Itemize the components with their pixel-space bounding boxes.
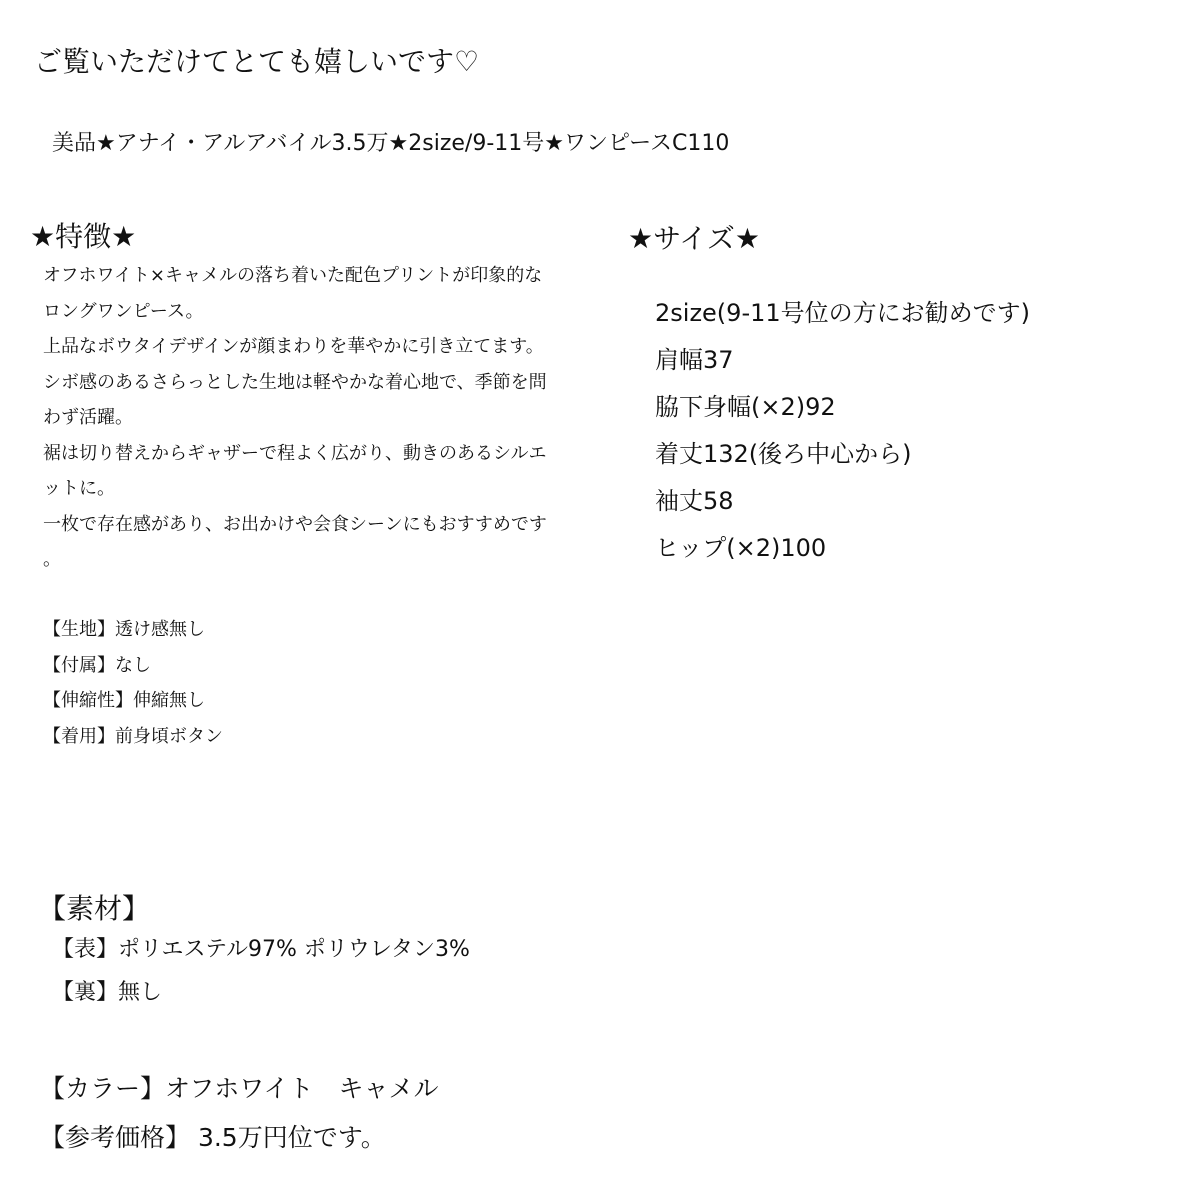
features-line: ットに。 — [43, 478, 115, 499]
greeting-text: ご覧いただけてとても嬉しいです♡ — [34, 45, 480, 78]
features-line: 。 — [43, 549, 61, 570]
features-line: 裾は切り替えからギャザーで程よく広がり、動きのあるシルエ — [43, 442, 547, 464]
material-lining: 【裏】無し — [52, 980, 163, 1005]
size-item-hip: ヒップ(×2)100 — [655, 534, 827, 562]
spec-item-accessories: 【付属】なし — [43, 654, 151, 676]
features-line: シボ感のあるさらっとした生地は軽やかな着心地で、季節を問 — [43, 371, 547, 393]
size-item-length: 着丈132(後ろ中心から) — [655, 440, 912, 468]
features-line: 一枚で存在感があり、お出かけや会食シーンにもおすすめです — [43, 513, 547, 535]
size-item-sleeve: 袖丈58 — [655, 487, 734, 515]
features-description — [43, 258, 591, 578]
size-list — [655, 290, 1030, 572]
features-heading: ★特徴★ — [30, 220, 137, 253]
features-line: オフホワイト×キャメルの落ち着いた配色プリントが印象的な — [43, 265, 543, 286]
color-line: 【カラー】オフホワイト キャメル — [40, 1074, 439, 1103]
features-line: わず活躍。 — [43, 407, 133, 428]
material-heading: 【素材】 — [38, 892, 151, 925]
spec-list — [43, 612, 223, 754]
spec-item-stretch: 【伸縮性】伸縮無し — [43, 690, 205, 711]
price-line: 【参考価格】 3.5万円位です。 — [40, 1123, 386, 1152]
product-title: 美品★アナイ・アルアバイル3.5万★2size/9-11号★ワンピースC110 — [52, 131, 730, 156]
material-list — [52, 928, 470, 1014]
material-outer: 【表】ポリエステル97% ポリウレタン3% — [52, 937, 470, 962]
features-line: ロングワンピース。 — [43, 300, 204, 322]
size-heading: ★サイズ★ — [628, 222, 760, 255]
spec-item-fabric: 【生地】透け感無し — [43, 619, 205, 640]
size-item-fit: 2size(9-11号位の方にお勧めです) — [655, 299, 1030, 327]
features-line: 上品なボウタイデザインが顔まわりを華やかに引き立てます。 — [43, 336, 544, 357]
spec-item-wearing: 【着用】前身頃ボタン — [43, 725, 223, 747]
size-item-chest: 脇下身幅(×2)92 — [655, 393, 836, 421]
size-item-shoulder: 肩幅37 — [655, 346, 734, 374]
